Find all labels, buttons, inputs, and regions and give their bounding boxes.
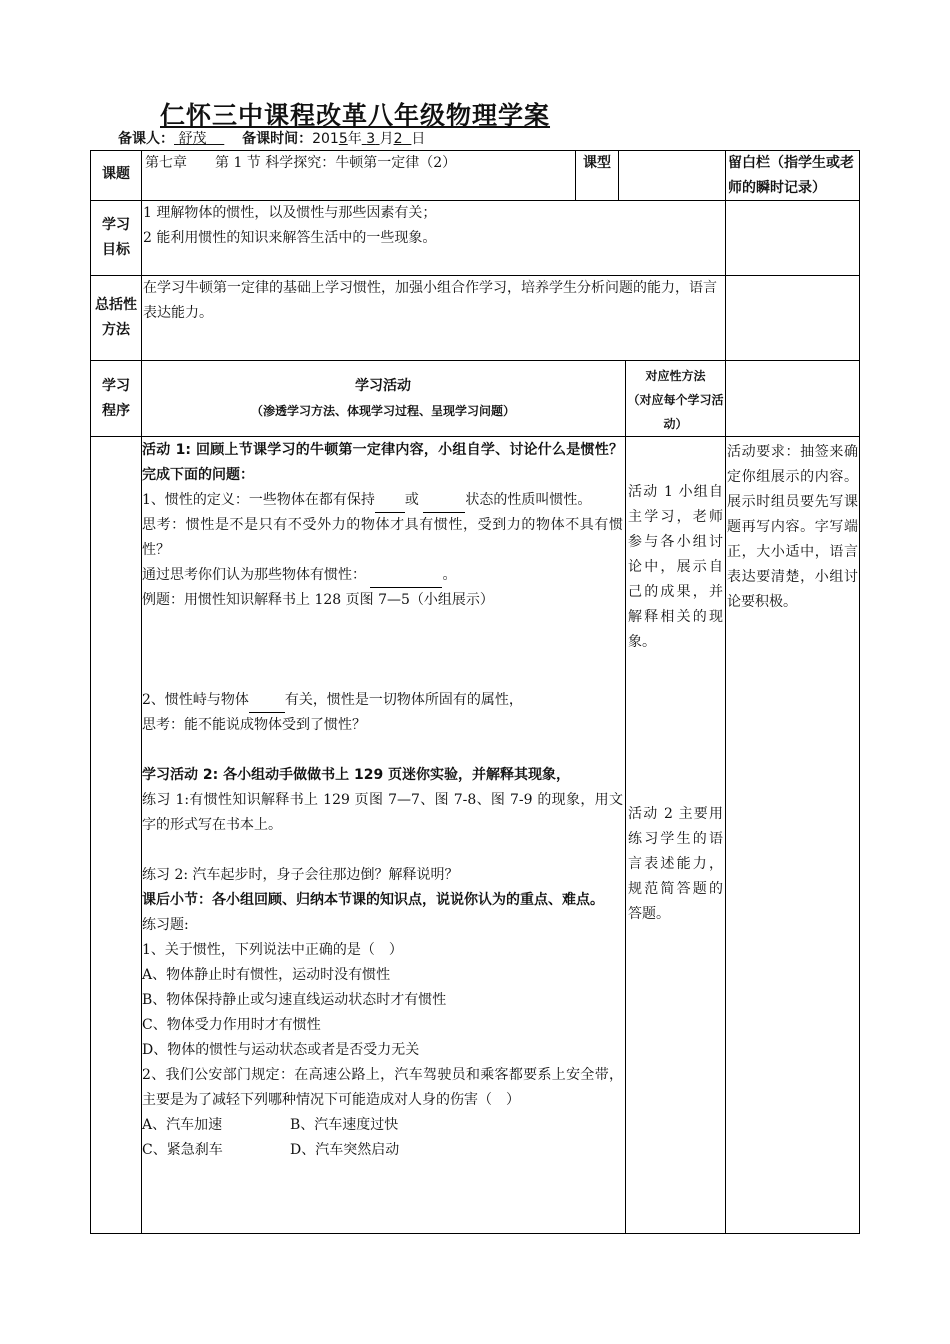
prep-time-label: 备课时间： [242, 131, 313, 147]
note-column-label: 留白栏（指学生或老师的瞬时记录） [728, 155, 854, 196]
goal-line-2: 2 能利用惯性的知识来解答生活中的一些现象。 [143, 230, 437, 246]
prep-day: 2 [393, 131, 403, 147]
exercise-q1-option-a: A、物体静止时有惯性，运动时没有惯性 [142, 967, 391, 983]
method-label: 总括性方法 [95, 297, 137, 338]
exercise-1: 练习 1:有惯性知识解释书上 129 页图 7—7、图 7-8、图 7-9 的现象，用文字的形式写在书本上。 [142, 792, 623, 833]
procedure-label: 学习程序 [102, 378, 130, 419]
question-1: 1、惯性的定义：一些物体在都有保持 或 状态的性质叫惯性。 [142, 488, 623, 513]
exercise-q1-option-d: D、物体的惯性与运动状态或者是否受力无关 [142, 1042, 420, 1058]
activity-1-title: 活动 1: 回顾上节课学习的牛顿第一定律内容，小组自学、讨论什么是惯性？完成下面的问题： [142, 442, 623, 483]
exercise-q1: 1、关于惯性，下列说法中正确的是（ ） [142, 942, 403, 958]
example-line: 例题：用惯性知识解释书上 128 页图 7—5（小组展示） [142, 592, 494, 608]
method-column-header: 对应性方法 （对应每个学习活动） [627, 369, 724, 431]
preparer-label: 备课人： [118, 131, 174, 147]
activity-subheader: （渗透学习方法、体现学习过程、呈现学习问题） [250, 404, 515, 418]
topic-value: 第七章 第 1 节 科学探究：牛顿第一定律（2） [145, 155, 457, 171]
exercise-q1-option-b: B、物体保持静止或匀速直线运动状态时才有惯性 [142, 992, 447, 1008]
question-2: 2、惯性峙与物体 有关，惯性是一切物体所固有的属性， [142, 688, 623, 713]
activity-content [142, 438, 623, 1163]
exercise-q2-options-ab: A、汽车加速 B、汽车速度过快 [142, 1117, 399, 1133]
goal-text [143, 201, 723, 251]
activity-2-title: 学习活动 2: 各小组动手做做书上 129 页迷你实验，并解释其现象， [142, 767, 571, 783]
prep-year: 2015年 [312, 131, 362, 147]
method-activity-1: 活动 1 小组自主学习，老师参与各小组讨论中，展示自己的成果，并解释相关的现象。 [628, 484, 723, 650]
topic-label: 课题 [102, 166, 130, 182]
note-requirements: 活动要求：抽签来确定你组展示的内容。展示时组员要先写课题再写内容。字写端正，大小适中，语言表达要清楚，小组讨论要积极。 [727, 444, 858, 610]
exercise-2: 练习 2: 汽车起步时，身子会往那边倒？解释说明？ [142, 867, 459, 883]
goal-label: 学习目标 [102, 217, 130, 258]
lesson-summary: 课后小节：各小组回顾、归纳本节课的知识点，说说你认为的重点、难点。 [142, 892, 604, 908]
think-2: 思考：能不能说成物体受到了惯性？ [142, 717, 366, 733]
type-label: 课型 [583, 155, 611, 171]
preparer-name: 舒茂 [178, 131, 207, 147]
activity-header: 学习活动 [355, 378, 411, 394]
method-text: 在学习牛顿第一定律的基础上学习惯性，加强小组合作学习，培养学生分析问题的能力，语言表达能力。 [143, 280, 717, 321]
conclusion-line: 通过思考你们认为那些物体有惯性： 。 [142, 563, 623, 588]
exercise-q2: 2、我们公安部门规定：在高速公路上，汽车驾驶员和乘客都要系上安全带，主要是为了减轻下列哪种情况下可能造成对人身的伤害（ ） [142, 1067, 623, 1108]
lesson-meta: 备课人： 舒茂 备课时间：2015年 3 月2 日 [118, 131, 426, 147]
exercise-q2-options-cd: C、紧急刹车 D、汽车突然启动 [142, 1142, 400, 1158]
exercises-label: 练习题: [142, 917, 189, 933]
think-1: 思考：惯性是不是只有不受外力的物体才具有惯性，受到力的物体不具有惯性？ [142, 517, 623, 558]
method-activity-2: 活动 2 主要用练习学生的语言表述能力，规范简答题的答题。 [628, 806, 723, 922]
prep-month: 3 [366, 131, 376, 147]
page-title: 仁怀三中课程改革八年级物理学案 [160, 101, 551, 130]
goal-line-1: 1 理解物体的惯性，以及惯性与那些因素有关； [143, 205, 437, 221]
exercise-q1-option-c: C、物体受力作用时才有惯性 [142, 1017, 321, 1033]
